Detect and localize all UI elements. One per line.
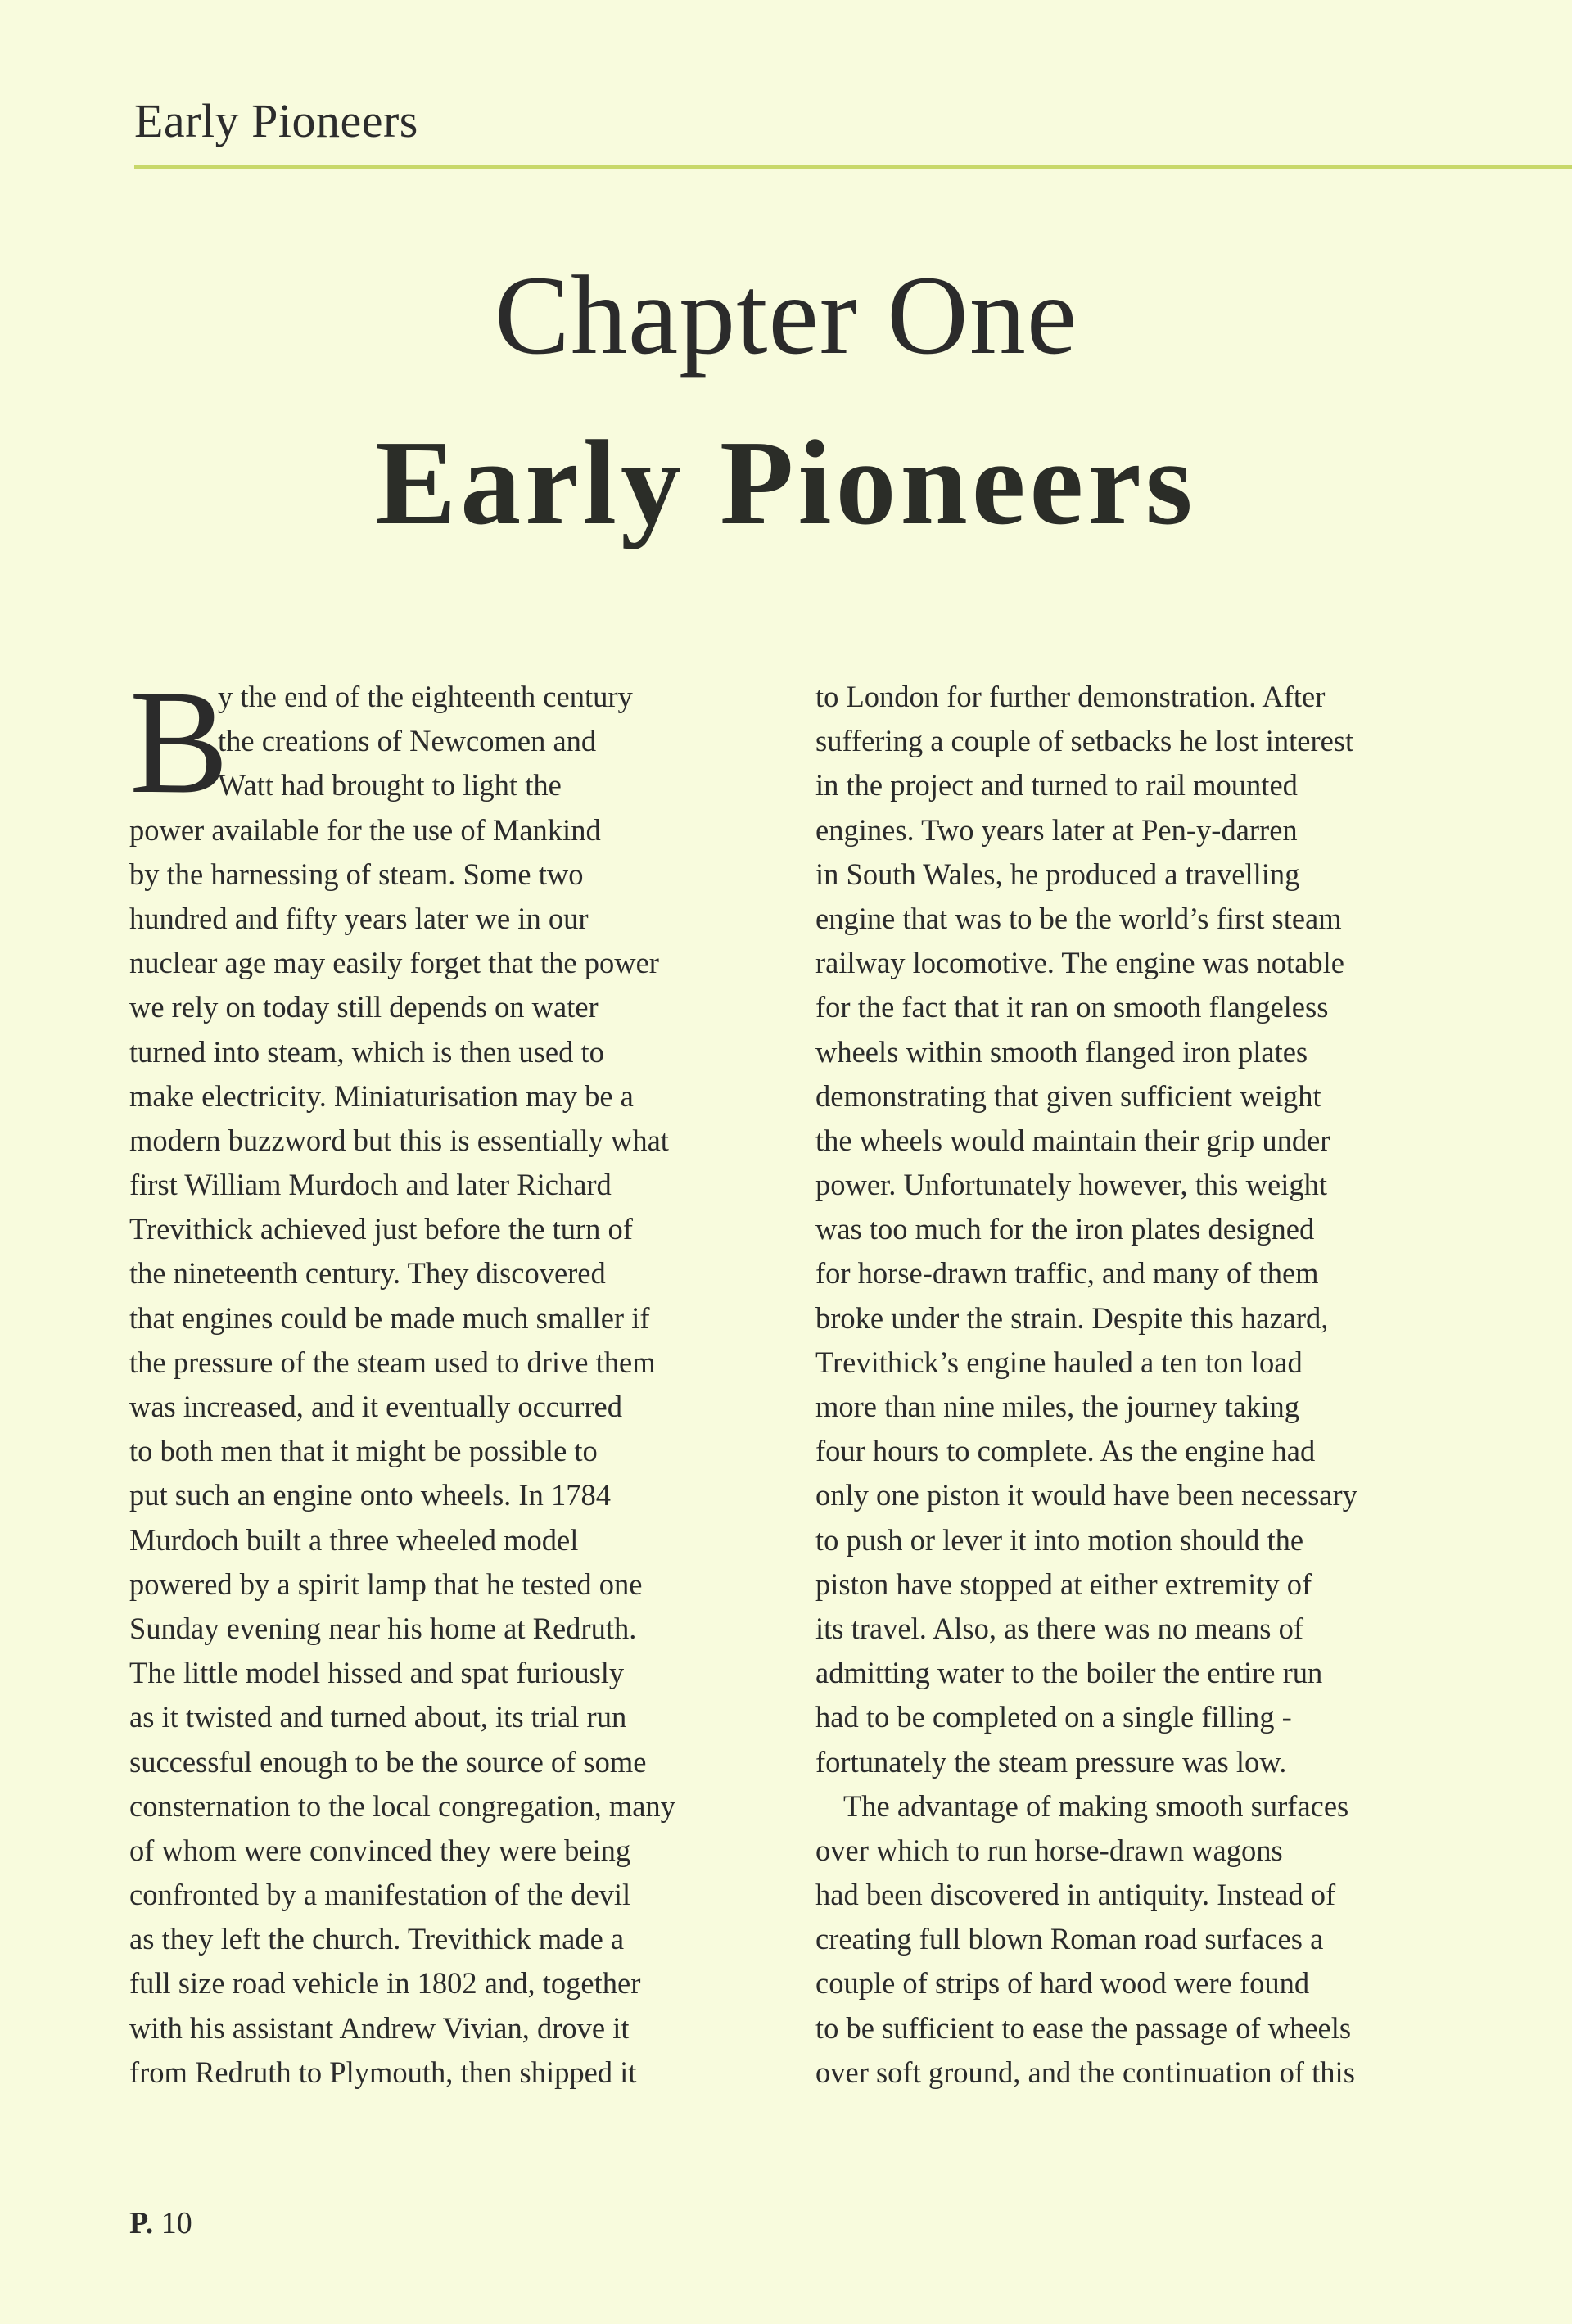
body-text-line: The little model hissed and spat furiously	[129, 1656, 625, 1690]
body-text-line: fortunately the steam pressure was low.	[815, 1744, 1287, 1779]
body-text-line: The advantage of making smooth surfaces	[843, 1788, 1349, 1823]
running-header: Early Pioneers	[134, 94, 418, 147]
body-text-line: successful enough to be the source of some	[129, 1744, 647, 1779]
body-text-line: piston have stopped at either extremity of	[815, 1567, 1312, 1601]
drop-cap: B	[129, 660, 229, 825]
body-text-line: power. Unfortunately however, this weight	[815, 1168, 1327, 1202]
body-text-line: creating full blown Roman road surfaces a	[815, 1922, 1324, 1956]
body-text-line: modern buzzword but this is essentially what	[129, 1123, 669, 1157]
body-text-line: Murdoch built a three wheeled model	[129, 1522, 579, 1557]
body-text-line: put such an engine onto wheels. In 1784	[129, 1478, 611, 1512]
body-text-line: over soft ground, and the continuation of this	[815, 2055, 1355, 2089]
body-text-line: couple of strips of hard wood were found	[815, 1966, 1310, 2001]
body-text-line: make electricity. Miniaturisation may be a	[129, 1078, 634, 1113]
body-text-line: confronted by a manifestation of the devil	[129, 1878, 631, 1912]
body-text-line: in South Wales, he produced a travelling	[815, 857, 1300, 891]
body-text-line: had to be completed on a single filling -	[815, 1700, 1292, 1734]
body-text-line: y the end of the eighteenth century	[218, 680, 633, 713]
body-text-line: the nineteenth century. They discovered	[129, 1256, 606, 1291]
body-text-line: demonstrating that given sufficient weight	[815, 1078, 1321, 1113]
body-text-line: had been discovered in antiquity. Instead of	[815, 1878, 1336, 1912]
body-text-line: nuclear age may easily forget that the power	[129, 946, 659, 980]
body-text-line: by the harnessing of steam. Some two	[129, 857, 584, 891]
chapter-number: Chapter One	[494, 252, 1078, 378]
left-column	[129, 660, 776, 2095]
body-text-line: for the fact that it ran on smooth flangeless	[815, 990, 1329, 1024]
body-text-line: suffering a couple of setbacks he lost interest	[815, 724, 1354, 758]
body-text-line: was too much for the iron plates designed	[815, 1212, 1315, 1246]
body-text-line: for horse-drawn traffic, and many of them	[815, 1256, 1319, 1291]
body-text-line: Trevithick’s engine hauled a ten ton load	[815, 1345, 1303, 1379]
body-text-line: in the project and turned to rail mounted	[815, 768, 1298, 803]
body-text-line: as they left the church. Trevithick made a	[129, 1922, 625, 1956]
body-text-line: the wheels would maintain their grip under	[815, 1123, 1330, 1157]
body-text-line: to both men that it might be possible to	[129, 1434, 598, 1468]
body-text-line: turned into steam, which is then used to	[129, 1034, 604, 1069]
body-text-line: full size road vehicle in 1802 and, together	[129, 1966, 641, 2001]
page-number-value: 10	[160, 2206, 192, 2240]
header-rule	[134, 165, 1572, 169]
body-text-line: power available for the use of Mankind	[129, 812, 601, 847]
body-text-line: Watt had brought to light the	[218, 768, 562, 803]
body-text-line: admitting water to the boiler the entire run	[815, 1656, 1323, 1690]
body-text-line: as it twisted and turned about, its trial run	[129, 1700, 627, 1734]
body-text-line: Trevithick achieved just before the turn of	[129, 1212, 633, 1246]
body-text-line: was increased, and it eventually occurred	[129, 1390, 622, 1423]
body-text-line: more than nine miles, the journey taking	[815, 1390, 1299, 1423]
body-text-line: the pressure of the steam used to drive them	[129, 1345, 656, 1379]
body-text-line: hundred and fifty years later we in our	[129, 901, 589, 935]
body-text-line: its travel. Also, as there was no means of	[815, 1611, 1304, 1645]
body-text-line: four hours to complete. As the engine had	[815, 1434, 1316, 1468]
body-text-line: consternation to the local congregation, many	[129, 1788, 675, 1823]
body-text-line: of whom were convinced they were being	[129, 1833, 631, 1867]
page-number	[129, 2203, 192, 2244]
body-text-line: wheels within smooth flanged iron plates	[815, 1034, 1308, 1069]
body-text-line: Sunday evening near his home at Redruth.	[129, 1611, 637, 1645]
body-text-line: that engines could be made much smaller if	[129, 1300, 650, 1335]
body-text-line: engine that was to be the world’s first steam	[815, 901, 1342, 935]
body-text-line: powered by a spirit lamp that he tested one	[129, 1567, 643, 1601]
body-text-line: the creations of Newcomen and	[218, 724, 597, 758]
body-text-line: with his assistant Andrew Vivian, drove it	[129, 2010, 630, 2045]
body-text-line: to push or lever it into motion should the	[815, 1522, 1304, 1557]
body-text-line: only one piston it would have been necessary	[815, 1478, 1357, 1512]
right-column	[815, 675, 1462, 2095]
body-text-line: over which to run horse-drawn wagons	[815, 1833, 1283, 1867]
chapter-title: Early Pioneers	[375, 416, 1197, 550]
body-text-line: to London for further demonstration. After	[815, 680, 1326, 713]
body-text-line: we rely on today still depends on water	[129, 990, 599, 1024]
body-text-line: engines. Two years later at Pen-y-darren	[815, 812, 1298, 847]
body-text-line: to be sufficient to ease the passage of wheels	[815, 2010, 1352, 2045]
body-text-line: railway locomotive. The engine was notable	[815, 946, 1344, 980]
body-text-line: from Redruth to Plymouth, then shipped it	[129, 2055, 637, 2089]
page-label: P.	[129, 2206, 154, 2240]
body-text-line: first William Murdoch and later Richard	[129, 1168, 612, 1202]
body-text-line: broke under the strain. Despite this hazard,	[815, 1300, 1329, 1335]
